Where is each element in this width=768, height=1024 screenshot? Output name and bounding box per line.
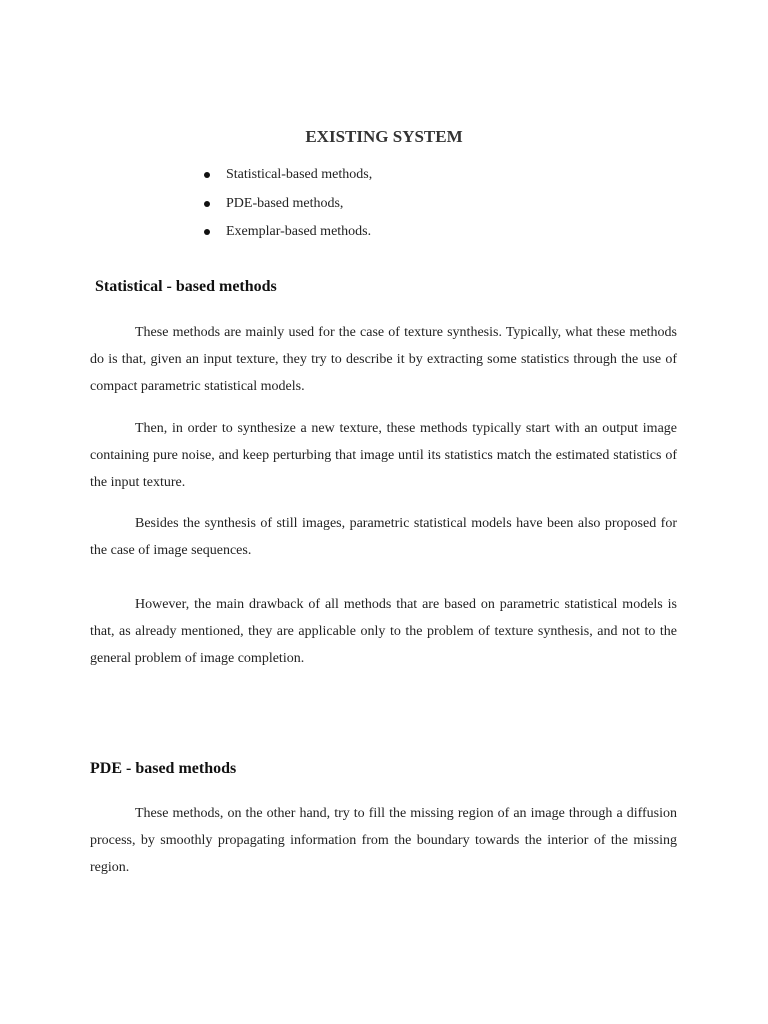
list-item xyxy=(204,192,372,221)
bullet-icon xyxy=(204,201,210,207)
paragraph: Besides the synthesis of still images, parametric statistical models have been also proposed for the case of image sequences. xyxy=(90,516,677,558)
paragraph: Then, in order to synthesize a new texture, these methods typically start with an output image containing pure noise, and keep perturbing that image until its statistics match the estimated statistics of the input texture. xyxy=(90,421,677,490)
bullet-icon xyxy=(204,172,210,178)
paragraph: However, the main drawback of all methods that are based on parametric statistical models is that, as already mentioned, they are applicable only to the problem of texture synthesis, and not to the general problem of image completion. xyxy=(90,597,677,666)
bullet-icon xyxy=(204,229,210,235)
paragraph: These methods are mainly used for the case of texture synthesis. Typically, what these methods do is that, given an input texture, they try to describe it by extracting some statistics through the use of compact parametric statistical models. xyxy=(90,325,677,394)
list-item-text: Exemplar-based methods. xyxy=(226,224,372,239)
section-heading-pde: PDE - based methods xyxy=(90,760,237,777)
paragraph: These methods, on the other hand, try to fill the missing region of an image through a diffusion process, by smoothly propagating information from the boundary towards the interior of the missing region. xyxy=(90,806,677,875)
list-item-text: Statistical-based methods, xyxy=(226,167,373,182)
list-item xyxy=(204,220,372,249)
method-list xyxy=(204,163,372,249)
list-item xyxy=(204,163,372,192)
list-item-text: PDE-based methods, xyxy=(226,195,344,211)
page-title: EXISTING SYSTEM xyxy=(305,127,463,146)
section-heading-statistical: Statistical - based methods xyxy=(95,278,277,295)
